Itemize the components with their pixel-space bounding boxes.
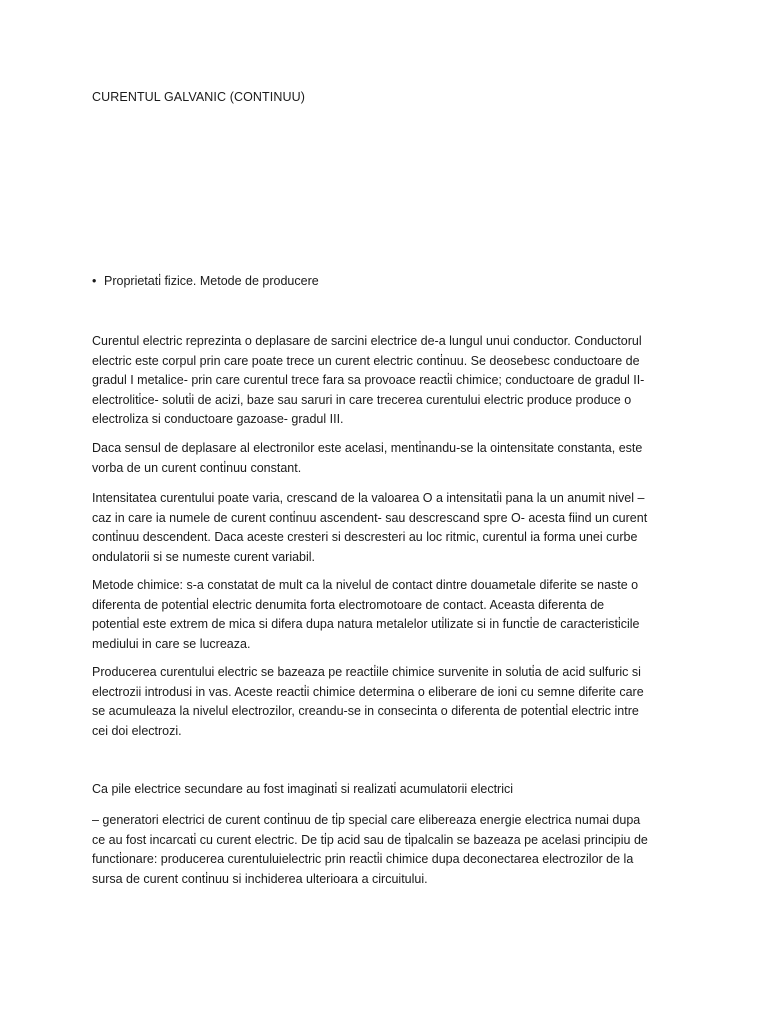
paragraph-line: Intensitatea curentului poate varia, crescand de la valoarea O a intensitati̇i pana la un anumit nivel – [92,491,645,505]
paragraph-line: sursa de curent conti̇nuu si inchiderea ulterioara a circuitului. [92,871,428,886]
paragraph-line: electric este corpul prin care poate trece un curent electric conti̇nuu. Se deosebesc conductoare de [92,353,640,368]
paragraph-line: conti̇nuu descendent. Daca aceste cresteri si descresteri au loc ritmic, curentul ia forma unei curbe [92,530,638,545]
paragraph-line: Producerea curentului electric se bazeaza pe reacti̇ile chimice survenite in soluti̇a de acid sulfuric si [92,665,641,679]
paragraph-line: caz in care ia numele de curent conti̇nuu ascendent- sau descrescand spre O- acesta fiind un curent [92,510,648,525]
paragraph-line: se acumuleaza la nivelul electrozilor, creandu-se in consecinta o diferenta de potenti̇al electric intre [92,704,639,719]
paragraph-line: functi̇onare: producerea curentuluielectric prin reacti̇i chimice dupa deconectarea electrozilor de la [92,852,634,867]
paragraph-7 [92,811,677,889]
paragraph-line: electroliti̇ce- soluti̇i de acizi, baze sau saruri in care trecerea curentului electric produce produce o [92,392,632,407]
paragraph-line: ce au fost incarcati̇ cu curent electric. De ti̇p acid sau de ti̇palcalin se bazeaza pe acelasi principiu de [92,832,648,847]
paragraph-4 [92,576,677,654]
paragraph-line: vorba de un curent conti̇nuu constant. [92,460,302,475]
paragraph-line: Curentul electric reprezinta o deplasare de sarcini electrice de-a lungul unui conductor. Conductorul [92,334,642,348]
paragraph-3 [92,489,677,567]
paragraph-6 [92,780,677,800]
paragraph-line: mediului in care se lucreaza. [92,636,251,651]
paragraph-line: gradul I metalice- prin care curentul trece fara sa provoace reacti̇i chimice; conductoare de gradul II- [92,373,645,388]
bullet-heading: Proprietati̇ fizice. Metode de producere [104,274,319,288]
paragraph-line: ondulatorii si se numeste curent variabil. [92,549,316,564]
document-title: CURENTUL GALVANIC (CONTINUU) [92,90,305,104]
bullet-icon: • [92,274,97,288]
paragraph-line: Daca sensul de deplasare al electronilor este acelasi, menti̇nandu-se la ointensitate constanta, este [92,441,643,455]
paragraph-line: Metode chimice: s-a constatat de mult ca la nivelul de contact dintre douametale diferite se naste o [92,578,639,592]
paragraph-line: – generatori electrici de curent conti̇nuu de ti̇p special care elibereaza energie electrica numai dupa [92,813,641,827]
bullet-heading-row [92,273,319,289]
paragraph-line: cei doi electrozi. [92,723,182,738]
paragraph-line: electrozii introdusi in vas. Aceste reacti̇i chimice determina o eliberare de ioni cu semne diferite care [92,684,644,699]
paragraph-line: Ca pile electrice secundare au fost imaginati̇ si realizati̇ acumulatorii electrici [92,782,514,796]
paragraph-line: electroliza si conductoare gazoase- gradul III. [92,412,344,427]
paragraph-1 [92,332,677,430]
paragraph-2 [92,439,677,478]
paragraph-5 [92,663,677,741]
paragraph-line: potenti̇al este extrem de mica si difera dupa natura metalelor uti̇lizate si in functi̇e de caracteristi̇cile [92,617,640,632]
paragraph-line: diferenta de potenti̇al electric denumita forta electromotoare de contact. Aceasta diferenta de [92,597,605,612]
